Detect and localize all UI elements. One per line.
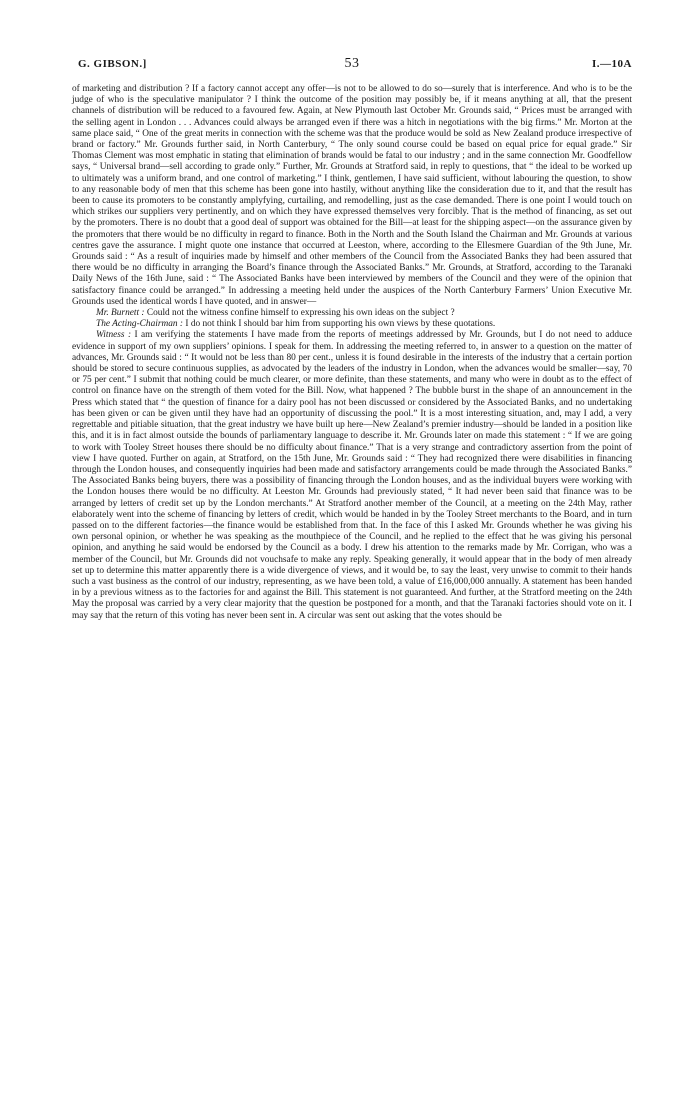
speaker-label: Witness : — [96, 330, 135, 341]
document-page — [72, 52, 632, 622]
paragraph-text: Could not the witness confine himself to expressing his own ideas on the subject ? — [146, 308, 455, 319]
page-number: 53 — [344, 56, 360, 71]
paragraph — [72, 330, 632, 621]
paragraph-text: I do not think I should bar him from supporting his own views by these quotations. — [185, 319, 496, 330]
paragraph — [72, 84, 632, 308]
paragraph-text: I am verifying the statements I have made from the reports of meetings addressed by Mr. Grounds, but I do not need to adduce evidence in support of my own suppliers’ opinions. I speak for them. In addressing the meeting referred to, in answer to a question on the matter of advances, Mr. Grounds said : “ It would not be less than 80 per cent., unless it is found desirable in the interests of the industry that a certain portion should be stored to secure continuous supplies, as advocated by the leaders of the industry in London, when the advances would be smaller—say, 70 or 75 per cent.” I submit that nothing could be much clearer, or more definite, than these statements, and many who were in doubt as to the effect of control on finance have on the strength of them voted for the Bill. Now, what happened ? The bubble burst in the shape of an announcement in the Press which stated that “ the question of finance for a dairy pool has not been discussed or considered by the Associated Banks, and no undertaking has been given or can be given until they have had an opportunity of discussing the pool.” It is a most interesting situation, and, may I add, a very regrettable and pitiable situation, that the great industry we have built up here—New Zealand’s premier industry—should be landed in a position like this, and it is in fact almost outside the bounds of parliamentary language to describe it. Mr. Grounds later on made this statement : “ If we are going to work with Tooley Street houses there should be no difficulty about finance.” That is a very strange and contradictory assertion from the point of view I have quoted. Further on again, at Stratford, on the 15th June, Mr. Grounds said : “ They had recognized there were disabilities in financing through the London houses, and consequently inquiries had been made and satisfactory arrangements could be made through the Associated Banks.” The Associated Banks being buyers, there was a possibility of financing through the London houses, and as the individual buyers were working with the London houses there would be no difficulty. At Leeston Mr. Grounds had previously stated, “ It had never been said that finance was to be arranged by letters of credit set up by the London merchants.” At Stratford another member of the Council, at a meeting on the 24th May, rather elaborately went into the scheme of financing by letters of credit, which would be handed in by the Tooley Street merchants to the Board, and in turn passed on to the different factories—the finance would be established from that. In the face of this I asked Mr. Grounds whether he was giving his own personal opinion, or whether he was speaking as the mouthpiece of the Council, and he replied to the effect that he was giving his personal opinion, and anything he said would be endorsed by the Council as a body. I drew his attention to the remarks made by Mr. Corrigan, who was a member of the Council, but Mr. Grounds did not vouchsafe to make any reply. Speaking generally, it would appear that in the body of men already set up to determine this matter apparently there is a wide divergence of views, and it would be, to say the least, very unwise to commit to their hands such a vast business as the control of our industry, representing, as we have been told, a value of £16,000,000 annually. A statement has been handed in by a previous witness as to the factories for and against the Bill. This statement is not guaranteed. And further, at the Stratford meeting on the 24th May the proposal was carried by a very clear majority that the question be postponed for a month, and that the Taranaki factories should vote on it. I may say that the return of this voting has never been sent in. A circular was sent out asking that the votes should be — [72, 330, 632, 621]
header-witness-name: G. GIBSON.] — [78, 58, 147, 70]
page-header — [72, 52, 632, 74]
paragraph — [72, 308, 632, 319]
paragraph — [72, 319, 632, 330]
document-body — [72, 84, 632, 622]
speaker-label: The Acting-Chairman : — [96, 319, 186, 330]
paragraph-text: of marketing and distribution ? If a factory cannot accept any offer—is not to be allowed to do so—surely that is interference. And who is to be the judge of who is the speculative manipulator ? I think the outcome of the position may possibly be, if it means anything at all, that the present channels of distribution will be reduced to a favoured few. Again, at New Plymouth last October Mr. Grounds said, “ Prices must be arranged with the selling agent in London . . . Advances could always be arranged even if there was a hitch in negotiations with the big firms.” Mr. Morton at the same place said, “ One of the great merits in connection with the scheme was that the produce would be sold as New Zealand produce irrespective of brand or factory.” Mr. Grounds further said, in North Canterbury, “ The only sound course could be based on equal price for equal grade.” Sir Thomas Clement was most emphatic in stating that elimination of brands would be fatal to our industry ; and in the same connection Mr. Goodfellow says, “ Universal brand—sell according to grade only.” Further, Mr. Grounds at Stratford said, in reply to questions, that “ the ideal to be worked up to ultimately was a uniform brand, and one control of marketing.” I think, gentlemen, I have said sufficient, without labouring the question, to show to any reasonable body of men that this scheme has been gone into hastily, without anything like the consideration due to it, and that the result has been to cause its promoters to be constantly amplyfying, curtailing, and remodelling, just as the case demanded. There is one point I would touch on which strikes our suppliers very pertinently, and on which they have expressed themselves very forcibly. That is the method of financing, as set out by the promoters. There is no doubt that a good deal of support was obtained for the Bill—at least for the shipping aspect—on the assurance given by the promoters that there would be no difficulty in regard to finance. Both in the North and the South Island the Chairman and Mr. Grounds at various centres gave the assurance. I might quote one instance that occurred at Leeston, where, according to the Ellesmere Guardian of the 9th June, Mr. Grounds said : “ As a result of inquiries made by himself and other members of the Council from the Associated Banks they had been assured that there would be no difficulty in arranging the Board’s finance through the Associated Banks.” Mr. Grounds, at Stratford, according to the Taranaki Daily News of the 16th June, said : “ The Associated Banks have been interviewed by members of the Council and they were of the opinion that satisfactory finance could be arranged.” In addressing a meeting held under the auspices of the North Canterbury Farmers’ Union Executive Mr. Grounds used the identical words I have quoted, and in answer— — [72, 84, 632, 307]
document-reference: I.—10A — [592, 58, 632, 70]
speaker-label: Mr. Burnett : — [96, 308, 147, 319]
